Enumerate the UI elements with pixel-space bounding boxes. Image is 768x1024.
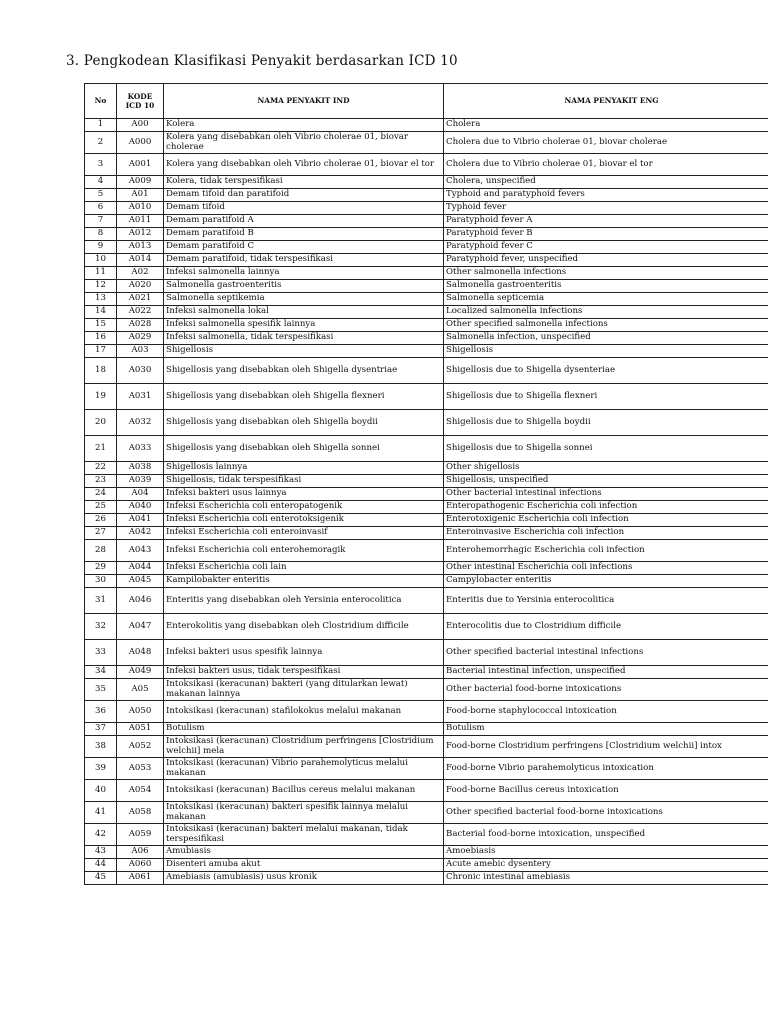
table-row: [85, 640, 768, 666]
disease-name-eng: Shigellosis due to Shigella flexneri: [444, 384, 768, 410]
disease-name-eng: Other intestinal Escherichia coli infections: [444, 562, 768, 575]
disease-name-eng: Other salmonella infections: [444, 267, 768, 280]
disease-name-ind: Demam tifoid dan paratifoid: [164, 189, 444, 202]
icd-code: A00: [117, 119, 164, 132]
icd-code: A045: [117, 575, 164, 588]
icd-code: A01: [117, 189, 164, 202]
table-row: [85, 241, 768, 254]
table-row: [85, 119, 768, 132]
table-row: [85, 332, 768, 345]
icd-code: A040: [117, 501, 164, 514]
disease-name-eng: Bacterial intestinal infection, unspecified: [444, 666, 768, 679]
table-row: [85, 384, 768, 410]
row-number: 35: [85, 679, 117, 701]
row-number: 13: [85, 293, 117, 306]
row-number: 4: [85, 176, 117, 189]
icd-code: A02: [117, 267, 164, 280]
disease-name-ind: Intoksikasi (keracunan) Bacillus cereus melalui makanan: [164, 780, 444, 802]
header-disease-name-eng: NAMA PENYAKIT ENG: [444, 84, 768, 119]
table-row: [85, 202, 768, 215]
table-row: [85, 280, 768, 293]
table-row: [85, 666, 768, 679]
disease-name-ind: Intoksikasi (keracunan) stafilokokus melalui makanan: [164, 701, 444, 723]
disease-name-eng: Typhoid fever: [444, 202, 768, 215]
icd-code: A029: [117, 332, 164, 345]
row-number: 27: [85, 527, 117, 540]
disease-name-eng: Other specified bacterial food-borne intoxications: [444, 802, 768, 824]
disease-name-eng: Paratyphoid fever C: [444, 241, 768, 254]
table-row: [85, 215, 768, 228]
row-number: 17: [85, 345, 117, 358]
icd-code: A031: [117, 384, 164, 410]
disease-name-ind: Demam paratifoid B: [164, 228, 444, 241]
table-row: [85, 358, 768, 384]
disease-name-eng: Campylobacter enteritis: [444, 575, 768, 588]
icd-code: A001: [117, 154, 164, 176]
table-row: [85, 132, 768, 154]
icd-code: A028: [117, 319, 164, 332]
header-icd-code: [117, 84, 164, 119]
disease-name-ind: Intoksikasi (keracunan) Clostridium perfringens [Clostridium welchii] mela: [164, 736, 444, 758]
header-no: No: [85, 84, 117, 119]
icd-code: A021: [117, 293, 164, 306]
table-row: [85, 736, 768, 758]
table-row: [85, 293, 768, 306]
table-row: [85, 701, 768, 723]
disease-name-ind: Shigellosis yang disebabkan oleh Shigella sonnei: [164, 436, 444, 462]
icd-code: A013: [117, 241, 164, 254]
table-row: [85, 488, 768, 501]
disease-name-ind: Kolera: [164, 119, 444, 132]
table-row: [85, 588, 768, 614]
table-header: [85, 84, 768, 119]
disease-name-ind: Infeksi bakteri usus spesifik lainnya: [164, 640, 444, 666]
disease-name-ind: Kampilobakter enteritis: [164, 575, 444, 588]
row-number: 24: [85, 488, 117, 501]
table-row: [85, 614, 768, 640]
disease-name-ind: Amubiasis: [164, 846, 444, 859]
disease-name-eng: Other shigellosis: [444, 462, 768, 475]
row-number: 40: [85, 780, 117, 802]
header-icd-code-line2: ICD 10: [125, 101, 155, 110]
table-row: [85, 824, 768, 846]
disease-name-ind: Amebiasis (amubiasis) usus kronik: [164, 872, 444, 885]
table-row: [85, 254, 768, 267]
row-number: 7: [85, 215, 117, 228]
disease-name-ind: Enteritis yang disebabkan oleh Yersinia enterocolitica: [164, 588, 444, 614]
icd-code: A047: [117, 614, 164, 640]
icd10-classification-table: [84, 83, 768, 885]
disease-name-eng: Shigellosis due to Shigella sonnei: [444, 436, 768, 462]
disease-name-ind: Kolera yang disebabkan oleh Vibrio cholerae 01, biovar el tor: [164, 154, 444, 176]
icd-code: A012: [117, 228, 164, 241]
disease-name-eng: Paratyphoid fever B: [444, 228, 768, 241]
table-body: [85, 119, 768, 885]
row-number: 15: [85, 319, 117, 332]
table-row: [85, 859, 768, 872]
disease-name-ind: Shigellosis yang disebabkan oleh Shigella boydii: [164, 410, 444, 436]
disease-name-ind: Shigellosis yang disebabkan oleh Shigella dysentriae: [164, 358, 444, 384]
disease-name-ind: Infeksi Escherichia coli enteropatogenik: [164, 501, 444, 514]
icd-code: A009: [117, 176, 164, 189]
row-number: 5: [85, 189, 117, 202]
icd-code: A022: [117, 306, 164, 319]
disease-name-eng: Botulism: [444, 723, 768, 736]
row-number: 41: [85, 802, 117, 824]
table-row: [85, 780, 768, 802]
icd-code: A061: [117, 872, 164, 885]
disease-name-eng: Food-borne staphylococcal intoxication: [444, 701, 768, 723]
icd-code: A046: [117, 588, 164, 614]
row-number: 28: [85, 540, 117, 562]
disease-name-eng: Food-borne Clostridium perfringens [Clostridium welchii] intox: [444, 736, 768, 758]
disease-name-ind: Kolera, tidak terspesifikasi: [164, 176, 444, 189]
row-number: 34: [85, 666, 117, 679]
disease-name-eng: Localized salmonella infections: [444, 306, 768, 319]
disease-name-eng: Other bacterial intestinal infections: [444, 488, 768, 501]
table-row: [85, 562, 768, 575]
row-number: 3: [85, 154, 117, 176]
disease-name-eng: Enteropathogenic Escherichia coli infection: [444, 501, 768, 514]
row-number: 38: [85, 736, 117, 758]
row-number: 1: [85, 119, 117, 132]
disease-name-ind: Infeksi Escherichia coli enterohemoragik: [164, 540, 444, 562]
disease-name-ind: Infeksi salmonella lainnya: [164, 267, 444, 280]
disease-name-eng: Shigellosis, unspecified: [444, 475, 768, 488]
table-row: [85, 189, 768, 202]
icd-code: A03: [117, 345, 164, 358]
disease-name-ind: Intoksikasi (keracunan) bakteri spesifik lainnya melalui makanan: [164, 802, 444, 824]
disease-name-eng: Chronic intestinal amebiasis: [444, 872, 768, 885]
disease-name-eng: Paratyphoid fever A: [444, 215, 768, 228]
icd-code: A050: [117, 701, 164, 723]
row-number: 30: [85, 575, 117, 588]
disease-name-ind: Intoksikasi (keracunan) bakteri (yang ditularkan lewat) makanan lainnya: [164, 679, 444, 701]
row-number: 2: [85, 132, 117, 154]
icd-code: A044: [117, 562, 164, 575]
disease-name-eng: Food-borne Bacillus cereus intoxication: [444, 780, 768, 802]
row-number: 14: [85, 306, 117, 319]
disease-name-ind: Shigellosis yang disebabkan oleh Shigella flexneri: [164, 384, 444, 410]
table-row: [85, 501, 768, 514]
disease-name-ind: Infeksi bakteri usus lainnya: [164, 488, 444, 501]
disease-name-ind: Shigellosis lainnya: [164, 462, 444, 475]
table-row: [85, 802, 768, 824]
table-row: [85, 575, 768, 588]
table-row: [85, 872, 768, 885]
disease-name-eng: Salmonella gastroenteritis: [444, 280, 768, 293]
table-row: [85, 679, 768, 701]
icd-code: A032: [117, 410, 164, 436]
icd-code: A038: [117, 462, 164, 475]
disease-name-ind: Demam paratifoid, tidak terspesifikasi: [164, 254, 444, 267]
disease-name-ind: Shigellosis: [164, 345, 444, 358]
table-row: [85, 758, 768, 780]
disease-name-eng: Salmonella infection, unspecified: [444, 332, 768, 345]
disease-name-eng: Paratyphoid fever, unspecified: [444, 254, 768, 267]
row-number: 18: [85, 358, 117, 384]
header-row: [85, 84, 768, 119]
icd-code: A030: [117, 358, 164, 384]
icd-code: A053: [117, 758, 164, 780]
table-row: [85, 267, 768, 280]
table-row: [85, 436, 768, 462]
disease-name-eng: Shigellosis due to Shigella boydii: [444, 410, 768, 436]
icd-code: A054: [117, 780, 164, 802]
table-row: [85, 228, 768, 241]
disease-name-eng: Other bacterial food-borne intoxications: [444, 679, 768, 701]
row-number: 10: [85, 254, 117, 267]
disease-name-eng: Shigellosis: [444, 345, 768, 358]
icd-code: A011: [117, 215, 164, 228]
table-row: [85, 527, 768, 540]
disease-name-eng: Enteroinvasive Escherichia coli infection: [444, 527, 768, 540]
icd-code: A051: [117, 723, 164, 736]
row-number: 22: [85, 462, 117, 475]
disease-name-ind: Enterokolitis yang disebabkan oleh Clostridium difficile: [164, 614, 444, 640]
disease-name-ind: Infeksi salmonella spesifik lainnya: [164, 319, 444, 332]
row-number: 6: [85, 202, 117, 215]
row-number: 8: [85, 228, 117, 241]
disease-name-eng: Food-borne Vibrio parahemolyticus intoxication: [444, 758, 768, 780]
row-number: 25: [85, 501, 117, 514]
header-disease-name-ind: NAMA PENYAKIT IND: [164, 84, 444, 119]
page-heading: 3. Pengkodean Klasifikasi Penyakit berdasarkan ICD 10: [66, 53, 458, 69]
disease-name-ind: Shigellosis, tidak terspesifikasi: [164, 475, 444, 488]
table-row: [85, 462, 768, 475]
disease-name-ind: Demam tifoid: [164, 202, 444, 215]
disease-name-ind: Infeksi salmonella lokal: [164, 306, 444, 319]
icd-code: A06: [117, 846, 164, 859]
disease-name-eng: Cholera: [444, 119, 768, 132]
table-row: [85, 540, 768, 562]
disease-name-ind: Infeksi bakteri usus, tidak terspesifikasi: [164, 666, 444, 679]
row-number: 19: [85, 384, 117, 410]
disease-name-ind: Intoksikasi (keracunan) Vibrio parahemolyticus melalui makanan: [164, 758, 444, 780]
row-number: 23: [85, 475, 117, 488]
icd-code: A049: [117, 666, 164, 679]
disease-name-ind: Infeksi salmonella, tidak terspesifikasi: [164, 332, 444, 345]
disease-name-eng: Cholera due to Vibrio cholerae 01, biovar cholerae: [444, 132, 768, 154]
disease-name-eng: Bacterial food-borne intoxication, unspecified: [444, 824, 768, 846]
table-row: [85, 306, 768, 319]
row-number: 11: [85, 267, 117, 280]
icd-code: A033: [117, 436, 164, 462]
disease-name-ind: Disenteri amuba akut: [164, 859, 444, 872]
row-number: 44: [85, 859, 117, 872]
disease-name-eng: Enterotoxigenic Escherichia coli infection: [444, 514, 768, 527]
table-row: [85, 514, 768, 527]
icd-code: A052: [117, 736, 164, 758]
disease-name-ind: Infeksi Escherichia coli enteroinvasif: [164, 527, 444, 540]
disease-name-eng: Salmonella septicemia: [444, 293, 768, 306]
row-number: 9: [85, 241, 117, 254]
row-number: 39: [85, 758, 117, 780]
disease-name-eng: Enteritis due to Yersinia enterocolitica: [444, 588, 768, 614]
icd-code: A043: [117, 540, 164, 562]
disease-name-eng: Cholera, unspecified: [444, 176, 768, 189]
table-row: [85, 176, 768, 189]
disease-name-eng: Other specified salmonella infections: [444, 319, 768, 332]
icd-code: A020: [117, 280, 164, 293]
disease-name-eng: Typhoid and paratyphoid fevers: [444, 189, 768, 202]
row-number: 29: [85, 562, 117, 575]
icd-code: A041: [117, 514, 164, 527]
row-number: 37: [85, 723, 117, 736]
row-number: 45: [85, 872, 117, 885]
row-number: 26: [85, 514, 117, 527]
row-number: 16: [85, 332, 117, 345]
disease-name-ind: Demam paratifoid A: [164, 215, 444, 228]
row-number: 20: [85, 410, 117, 436]
icd-code: A042: [117, 527, 164, 540]
disease-name-eng: Amoebiasis: [444, 846, 768, 859]
icd-code: A059: [117, 824, 164, 846]
row-number: 32: [85, 614, 117, 640]
disease-name-ind: Infeksi Escherichia coli lain: [164, 562, 444, 575]
disease-name-ind: Infeksi Escherichia coli enterotoksigenik: [164, 514, 444, 527]
icd-code: A048: [117, 640, 164, 666]
icd-code: A04: [117, 488, 164, 501]
disease-name-ind: Intoksikasi (keracunan) bakteri melalui makanan, tidak terspesifikasi: [164, 824, 444, 846]
header-icd-code-line1: KODE: [127, 91, 153, 101]
icd-code: A010: [117, 202, 164, 215]
disease-name-eng: Acute amebic dysentery: [444, 859, 768, 872]
disease-name-eng: Shigellosis due to Shigella dysenteriae: [444, 358, 768, 384]
row-number: 21: [85, 436, 117, 462]
disease-name-ind: Salmonella septikemia: [164, 293, 444, 306]
disease-name-eng: Cholera due to Vibrio cholerae 01, biovar el tor: [444, 154, 768, 176]
icd-code: A060: [117, 859, 164, 872]
icd-code: A014: [117, 254, 164, 267]
table-row: [85, 723, 768, 736]
icd-code: A05: [117, 679, 164, 701]
disease-name-ind: Botulism: [164, 723, 444, 736]
row-number: 33: [85, 640, 117, 666]
row-number: 36: [85, 701, 117, 723]
icd-code: A000: [117, 132, 164, 154]
row-number: 42: [85, 824, 117, 846]
disease-name-ind: Kolera yang disebabkan oleh Vibrio cholerae 01, biovar cholerae: [164, 132, 444, 154]
disease-name-eng: Other specified bacterial intestinal infections: [444, 640, 768, 666]
table-row: [85, 410, 768, 436]
table-row: [85, 319, 768, 332]
table-row: [85, 345, 768, 358]
disease-name-ind: Salmonella gastroenteritis: [164, 280, 444, 293]
icd-code: A039: [117, 475, 164, 488]
disease-name-ind: Demam paratifoid C: [164, 241, 444, 254]
table-row: [85, 154, 768, 176]
icd-code: A058: [117, 802, 164, 824]
table-row: [85, 846, 768, 859]
row-number: 43: [85, 846, 117, 859]
table-row: [85, 475, 768, 488]
disease-name-eng: Enterohemorrhagic Escherichia coli infection: [444, 540, 768, 562]
disease-name-eng: Enterocolitis due to Clostridium difficile: [444, 614, 768, 640]
row-number: 12: [85, 280, 117, 293]
row-number: 31: [85, 588, 117, 614]
